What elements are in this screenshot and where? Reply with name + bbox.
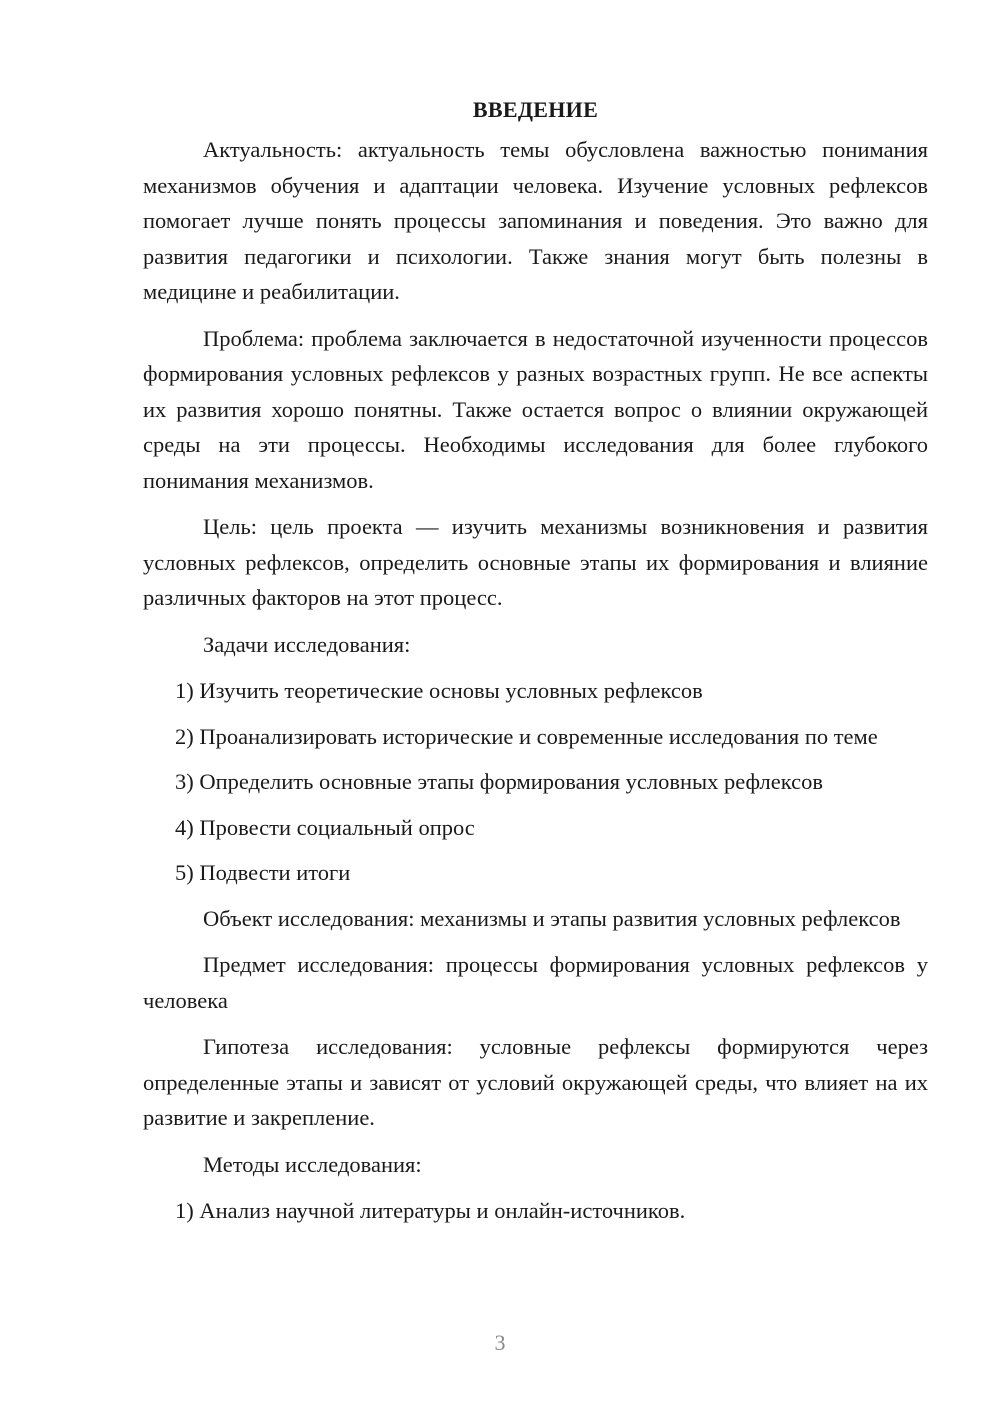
method-item: 1) Анализ научной литературы и онлайн-источников. [175, 1198, 686, 1223]
task-item: 4) Провести социальный опрос [175, 814, 475, 840]
object-paragraph: Объект исследования: механизмы и этапы развития условных рефлексов [203, 905, 901, 931]
task-item: 3) Определить основные этапы формирования условных рефлексов [175, 769, 823, 794]
methods-title: Методы исследования: [203, 1151, 422, 1177]
document-page [143, 92, 928, 1239]
task-item: 5) Подвести итоги [175, 860, 351, 885]
task-item: 1) Изучить теоретические основы условных рефлексов [175, 678, 703, 703]
hypothesis-paragraph: Гипотеза исследования: условные рефлексы формируются через определенные этапы и зависят от условий окружающей среды, что влияет на их развитие и закрепление. [143, 1034, 928, 1130]
goal-paragraph: Цель: цель проекта — изучить механизмы возникновения и развития условных рефлексов, определить основные этапы их формирования и влияние различных факторов на этот процесс. [143, 514, 928, 610]
relevance-paragraph: Актуальность: актуальность темы обусловлена важностью понимания механизмов обучения и адаптации человека. Изучение условных рефлексов помогает лучше понять процессы запоминания и поведения. Это важно для развития педагогики и психологии. Также знания могут быть полезны в медицине и реабилитации. [143, 137, 928, 304]
tasks-title: Задачи исследования: [203, 631, 411, 657]
task-item: 2) Проанализировать исторические и современные исследования по теме [175, 723, 878, 749]
subject-paragraph: Предмет исследования: процессы формирования условных рефлексов у человека [143, 952, 928, 1013]
section-heading: ВВЕДЕНИЕ [472, 97, 599, 122]
page-number: 3 [494, 1330, 506, 1355]
problem-paragraph: Проблема: проблема заключается в недостаточной изученности процессов формирования условных рефлексов у разных возрастных групп. Не все аспекты их развития хорошо понятны. Также остается вопрос о влиянии окружающей среды на эти процессы. Необходимы исследования для более глубокого понимания механизмов. [143, 325, 928, 493]
